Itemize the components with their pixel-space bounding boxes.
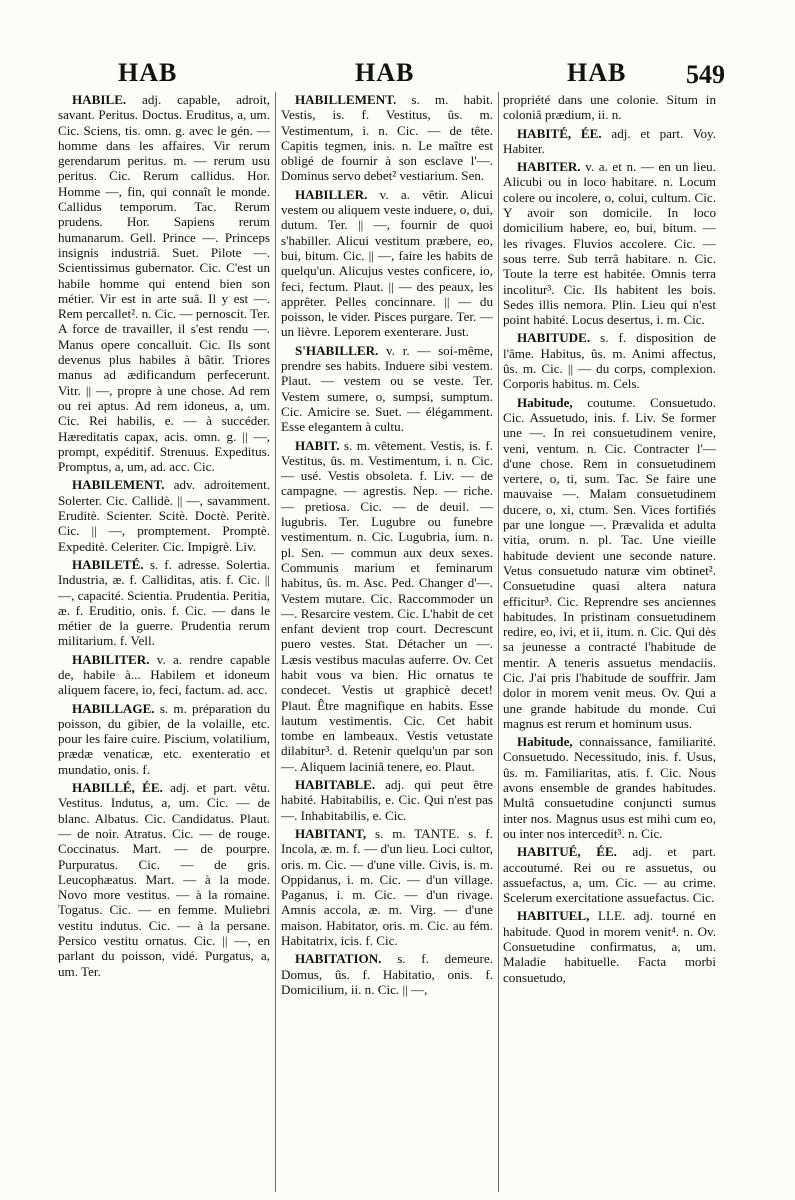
entry-definition: s. m. habit. Vestis, is. f. Vestitus, ûs. m. Vestimentum, i. n. Cic. — de tête. Capitis tegmen, inis. n. Le maître est obligé de fournir à son esclave l'—. Dominus servo debet² vestiarium. Sen.: [281, 92, 493, 184]
entry-definition: s. m. TANTE. s. f. Incola, æ. m. f. — d'un lieu. Loci cultor, oris. m. Cic. — d'une ville. Civis, is. m. Oppidanus, i. m. Cic. — d'un village. Paganus, i. m. Cic. — d'un rivage. Amnis accola, æ. m. Virg. — d'une maison. Habitator, oris. m. Cic. au fém. Habitatrix, icis. f. Cic.: [281, 825, 493, 949]
entry-definition: adj. qui peut être habité. Habitabilis, e. Cic. Qui n'est pas —. Inhabitabilis, e. Cic.: [281, 777, 493, 823]
entry-definition: adv. adroitement. Solerter. Cic. Callidè. || —, savamment. Eruditè. Scienter. Scitè. Doctè. Peritè. Cic. || —, promptement. Promptè. Expeditè. Celeriter. Cic. Impigrè. Liv.: [58, 477, 270, 554]
entry-headword: HABILLER.: [295, 186, 368, 202]
dictionary-entry: [503, 126, 716, 157]
entry-headword: HABILETÉ.: [72, 556, 144, 572]
entry-definition: v. a. rendre capable de, habile à... Habilem et idoneum aliquem facere, io, feci, factum. ad. acc.: [58, 651, 270, 698]
dictionary-entry: [503, 330, 716, 391]
dictionary-entry: [281, 343, 493, 435]
dictionary-entry: [281, 826, 493, 948]
dictionary-entry: [503, 159, 716, 327]
entry-headword: HABITABLE.: [295, 777, 376, 793]
dictionary-column-1: [58, 92, 270, 1200]
entry-definition: adj. et part. accoutumé. Rei ou re assuetus, ou assuefactus, a, um. Cic. — au crime. Scelerum exercitatione assuefactus. Cic.: [503, 844, 716, 906]
entry-definition: s. f. disposition de l'âme. Habitus, ûs. m. Animi affectus, ûs. m. Cic. || — du corps, complexion. Corporis habitus. m. Cels.: [503, 330, 716, 392]
entry-headword: HABILLAGE.: [72, 700, 155, 716]
dictionary-entry: [281, 777, 493, 823]
entry-definition: s. m. vêtement. Vestis, is. f. Vestitus, ûs. m. Vestimentum, i. n. Cic. — usé. Vestis obsoleta. f. Liv. — de campagne. — agrestis. Nep. — riche. — pretiosa. Cic. — de deuil. — lugubris. Ter. Lugubre ou funebre vestimentum. n. Cic. Lugubria, ium. n. pl. Sen. — commun aux deux sexes. Communis marium et feminarum habitus, ûs. m. Asc. Ped. Changer d'—. Vestem mutare. Cic. Raccommoder un —. Resarcire vestem. Cic. L'habit de cet enfant devient trop court. Decrescunt puero vestes. Stat. Détacher un —. Læsis vestibus maculas auferre. Ov. Cet habit vous va bien. Hic ornatus te condecet. Vestis ut graphicè decet! Plaut. Être magnifique en habits. Esse lautum vestimentis. Cic. Cet habit tombe en lambeaux. Vestis vetustate dilabitur³. d. Retenir quelqu'un par son —. Aliquem laciniâ tenere, eo. Plaut.: [281, 437, 493, 774]
entry-definition: LLE. adj. tourné en habitude. Quod in morem venit⁴. n. Ov. Consuetudine confirmatus, a, um. Maladie habituelle. Facta morbi consuetudo,: [503, 908, 716, 985]
dictionary-entry: [503, 395, 716, 732]
entry-definition: connaissance, familiarité. Consuetudo. Necessitudo, inis. f. Usus, ûs. m. Familiaritas, atis. f. Cic. Nous avons ensemble de grandes habitudes. Multâ consuetudine conjuncti sumus inter nos. Magnus usus est mihi cum eo, ou inter nos intercedit³. n. Cic.: [503, 734, 716, 841]
entry-headword: HABITANT,: [295, 825, 367, 841]
entry-headword: Habitude,: [517, 734, 573, 750]
entry-definition: propriété dans une colonie. Situm in coloniâ prædium, ii. n.: [503, 92, 716, 123]
dictionary-entry: [58, 92, 270, 474]
dictionary-entry: [503, 908, 716, 984]
entry-headword: HABILLÉ, ÉE.: [72, 780, 163, 796]
dictionary-entry: [58, 477, 270, 553]
entry-definition: adj. et part. Voy. Habiter.: [503, 125, 716, 156]
entry-headword: HABITATION.: [295, 951, 382, 967]
entry-definition: v. r. — soi-même, prendre ses habits. Induere sibi vestem. Plaut. — vestem ou se veste. Ter. Vestem sumere, o, sumpsi, sumptum. Cic. Amicire se. Suet. — élégamment. Esse elegantem à cultu.: [281, 342, 493, 435]
page-number: 549: [686, 60, 725, 89]
entry-definition: adj. et part. vêtu. Vestitus. Indutus, a, um. Cic. — de blanc. Albatus. Cic. Candidatus. Plaut. — de noir. Atratus. Cic. — de rouge. Coccinatus. Mart. — de pourpre. Purpuratus. Cic. — de gris. Leucophæatus. Mart. — à la mode. Novo more vestitus. — à la romaine. Togatus. Cic. — en femme. Muliebri vestitu indutus. Cic. — à la persane. Persico vestitu ornatus. Cic. || —, en parlant du poisson, vidé. Purgatus, a, um. Ter.: [58, 780, 270, 979]
center-running-head: HAB: [355, 58, 415, 87]
dictionary-column-3: [503, 92, 716, 1200]
entry-definition: v. a. vêtir. Alicui vestem ou aliquem veste induere, o, dui, dutum. Ter. || —, fournir de quoi s'habiller. Alicui vestitum præbere, eo, bui, bitum. Cic. || —, faire les habits de quelqu'un. Alicujus vestes conficere, io, feci, fectum. Plaut. || — des peaux, les apprêter. Pelles concinnare. || — du poisson, le vider. Pisces purgare. Ter. — un lièvre. Leporem exenterare. Just.: [281, 186, 493, 340]
entry-definition: v. a. et n. — en un lieu. Alicubi ou in loco habitare. n. Locum colere ou incolere, o, colui, cultum. Cic. Y avoir son domicile. In loco domicilium habere, eo, bui, bitum. — les rivages. Fluvios accolere. Cic. — sous terre. Sub terrâ habitare. n. Cic. Toute la terre est habitée. Omnis terra incolitur³. Cic. Ils habitent les bois. Sedes illis nemora. Plin. Lieu qui n'est point habité. Locus desertus, i. m. Cic.: [503, 159, 716, 328]
entry-headword: HABILLEMENT.: [295, 92, 397, 107]
entry-headword: S'HABILLER.: [295, 342, 379, 358]
left-running-head: HAB: [118, 58, 178, 87]
entry-headword: HABITUEL,: [517, 908, 590, 924]
column-divider-right: [498, 92, 499, 1192]
dictionary-entry: [281, 951, 493, 997]
entry-headword: HABITUDE.: [517, 330, 591, 346]
column-divider-left: [275, 92, 276, 1192]
entry-headword: HABITÉ, ÉE.: [517, 125, 602, 141]
dictionary-column-2: [281, 92, 493, 1200]
entry-headword: HABILITER.: [72, 651, 150, 667]
entry-headword: HABITER.: [517, 159, 581, 175]
dictionary-entry: [58, 701, 270, 777]
entry-definition: s. f. adresse. Solertia. Industria, æ. f. Calliditas, atis. f. Cic. || —, capacité. Scientia. Prudentia. Peritia, æ. f. Eruditio, onis. f. Cic. — dans le métier de la guerre. Prudentia rerum militarium. f. Vell.: [58, 556, 270, 649]
entry-headword: HABILEMENT.: [72, 477, 165, 493]
dictionary-entry: [281, 92, 493, 184]
dictionary-entry: [503, 844, 716, 905]
entry-definition: adj. capable, adroit, savant. Peritus. Doctus. Eruditus, a, um. Cic. Sciens, tis. omn. g. avec le gén. — homme dans les affaires. Vir rerum gerendarum peritus. m. — rerum usu peritus. Cic. Rerum callidus. Hor. Homme —, fin, qui connaît le monde. Callidus temporum. Tac. Rerum prudens. Hor. Sapiens rerum humanarum. Gell. Prince —. Princeps insignis industriâ. Suet. Pilote —. Scientissimus gubernator. Cic. C'est un habile homme qui entend bien son métier. Vir est in arte suâ. Il y est —. Rem percallet². n. Cic. — pernoscit. Ter. A force de travailler, il s'est rendu —. Manus opere concalluit. Cic. Ils sont devenus plus habiles à bâtir. Triores manus ad ædificandum perfecerunt. Vitr. || —, propre à une chose. Ad rem ou rei aptus. Ad rem idoneus, a, um. Cic. Rei habilis, e. — à succéder. Hæreditatis capax, acis. omn. g. || —, prompt, expéditif. Strenuus. Expeditus. Promptus, a, um, ad. acc. Cic.: [58, 92, 270, 475]
dictionary-entry: [281, 438, 493, 775]
dictionary-entry: [503, 92, 716, 123]
entry-definition: coutume. Consuetudo. Cic. Assuetudo, inis. f. Liv. Se former une —. In rei consuetudinem venire, veni, ventum. n. Cic. Contracter l'— d'une chose. Rem in consuetudinem vertere, o, ti, sum. Tac. Se faire une mauvaise —. Malam consuetudinem ducere, o, xi, ctum. Sen. Vices fortifiés par une longue —. Prævalida et adulta vitia, orum. n. pl. Tac. Une vieille habitude devient une seconde nature. Vetus consuetudo naturæ vim obtinet². Consuetudine quasi altera natura efficitur³. Cic. Reprendre ses anciennes habitudes. In pristinam consuetudinem redire, eo, ivi, et ii, itum. n. Cic. Qui dès sa jeunesse a contracté l'habitude de mentir. A teneris assuetus mendaciis. Cic. J'ai pris l'habitude de souffrir. Jam dolor in morem venit meus. Ov. Qui a une grande habitude du monde. Cui magnus est rerum et hominum usus.: [503, 394, 716, 731]
entry-definition: s. m. préparation du poisson, du gibier, de la volaille, etc. pour les faire cuire. Piscium, volatilium, prædæ venaticæ, etc. exenteratio et mundatio, onis. f.: [58, 700, 270, 777]
dictionary-entry: [58, 652, 270, 698]
dictionary-entry: [58, 780, 270, 979]
entry-headword: HABILE.: [72, 92, 127, 107]
entry-headword: HABIT.: [295, 437, 340, 453]
dictionary-entry: [281, 187, 493, 340]
entry-definition: s. f. demeure. Domus, ûs. f. Habitatio, onis. f. Domicilium, ii. n. Cic. || —,: [281, 951, 493, 997]
dictionary-entry: [58, 557, 270, 649]
dictionary-entry: [503, 734, 716, 841]
entry-headword: HABITUÉ, ÉE.: [517, 844, 617, 860]
entry-headword: Habitude,: [517, 394, 573, 410]
right-running-head: HAB: [567, 58, 627, 87]
